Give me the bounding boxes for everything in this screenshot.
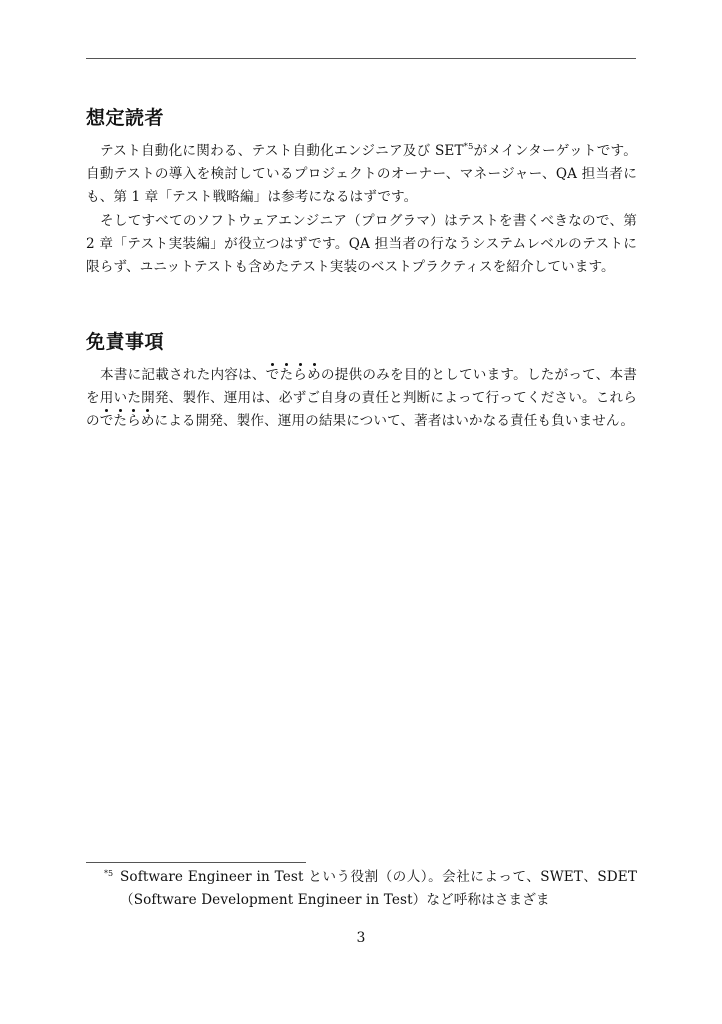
emphasis-char: で <box>99 413 114 430</box>
footnote-rule <box>86 862 306 863</box>
emphasis-char: め <box>140 413 155 430</box>
footnote <box>86 866 637 912</box>
section-heading: 想定読者 <box>86 107 165 129</box>
footnote-mark: *5 <box>104 869 114 878</box>
section-target-readers <box>86 104 637 279</box>
page-number: 3 <box>356 930 366 946</box>
emphasis-char: ら <box>293 367 308 383</box>
emphasis-char: た <box>113 413 128 430</box>
paragraph <box>86 140 637 210</box>
paragraph-text: 本書に記載された内容は、 <box>100 367 266 383</box>
emphasized-word <box>266 367 321 383</box>
top-rule <box>86 58 636 59</box>
section-disclaimer <box>86 328 637 434</box>
emphasized-word <box>100 413 155 429</box>
emphasis-char: で <box>265 367 280 383</box>
footnote-text: Software Engineer in Test という役割（の人）。会社によって、SWET、SDET（Software Development Engineer in Test）など呼称はさまざま <box>120 869 637 909</box>
paragraph: そしてすべてのソフトウェアエンジニア（プログラマ）はテストを書くべきなので、第 2 章「テスト実装編」が役立つはずです。QA 担当者の行なうシステムレベルのテストに限らず、ユニットテストも含めたテスト実装のベストプラクティスを紹介しています。 <box>86 212 637 276</box>
footnote-reference[interactable]: *5 <box>463 142 474 152</box>
emphasis-char: ら <box>127 413 141 430</box>
section-heading: 免責事項 <box>86 331 165 353</box>
paragraph-text: テスト自動化に関わる、テスト自動化エンジニア及び SET <box>100 143 464 159</box>
paragraph-text: による開発、製作、運用の結果について、著者はいかなる責任も負いません。 <box>154 413 635 430</box>
emphasis-char: め <box>307 367 321 383</box>
paragraph <box>86 364 637 434</box>
paragraph-text: の提供のみを目的としています。したがって、本書を用いた開発、製作、運用は、必ずご自身の責任と判断によって行ってください。これらの <box>86 367 637 430</box>
emphasis-char: た <box>279 367 294 383</box>
paragraph-text: がメインターゲットです。自動テストの導入を検討しているプロジェクトのオーナー、マネージャー、QA 担当者にも、第 1 章「テスト戦略編」は参考になるはずです。 <box>86 143 637 206</box>
